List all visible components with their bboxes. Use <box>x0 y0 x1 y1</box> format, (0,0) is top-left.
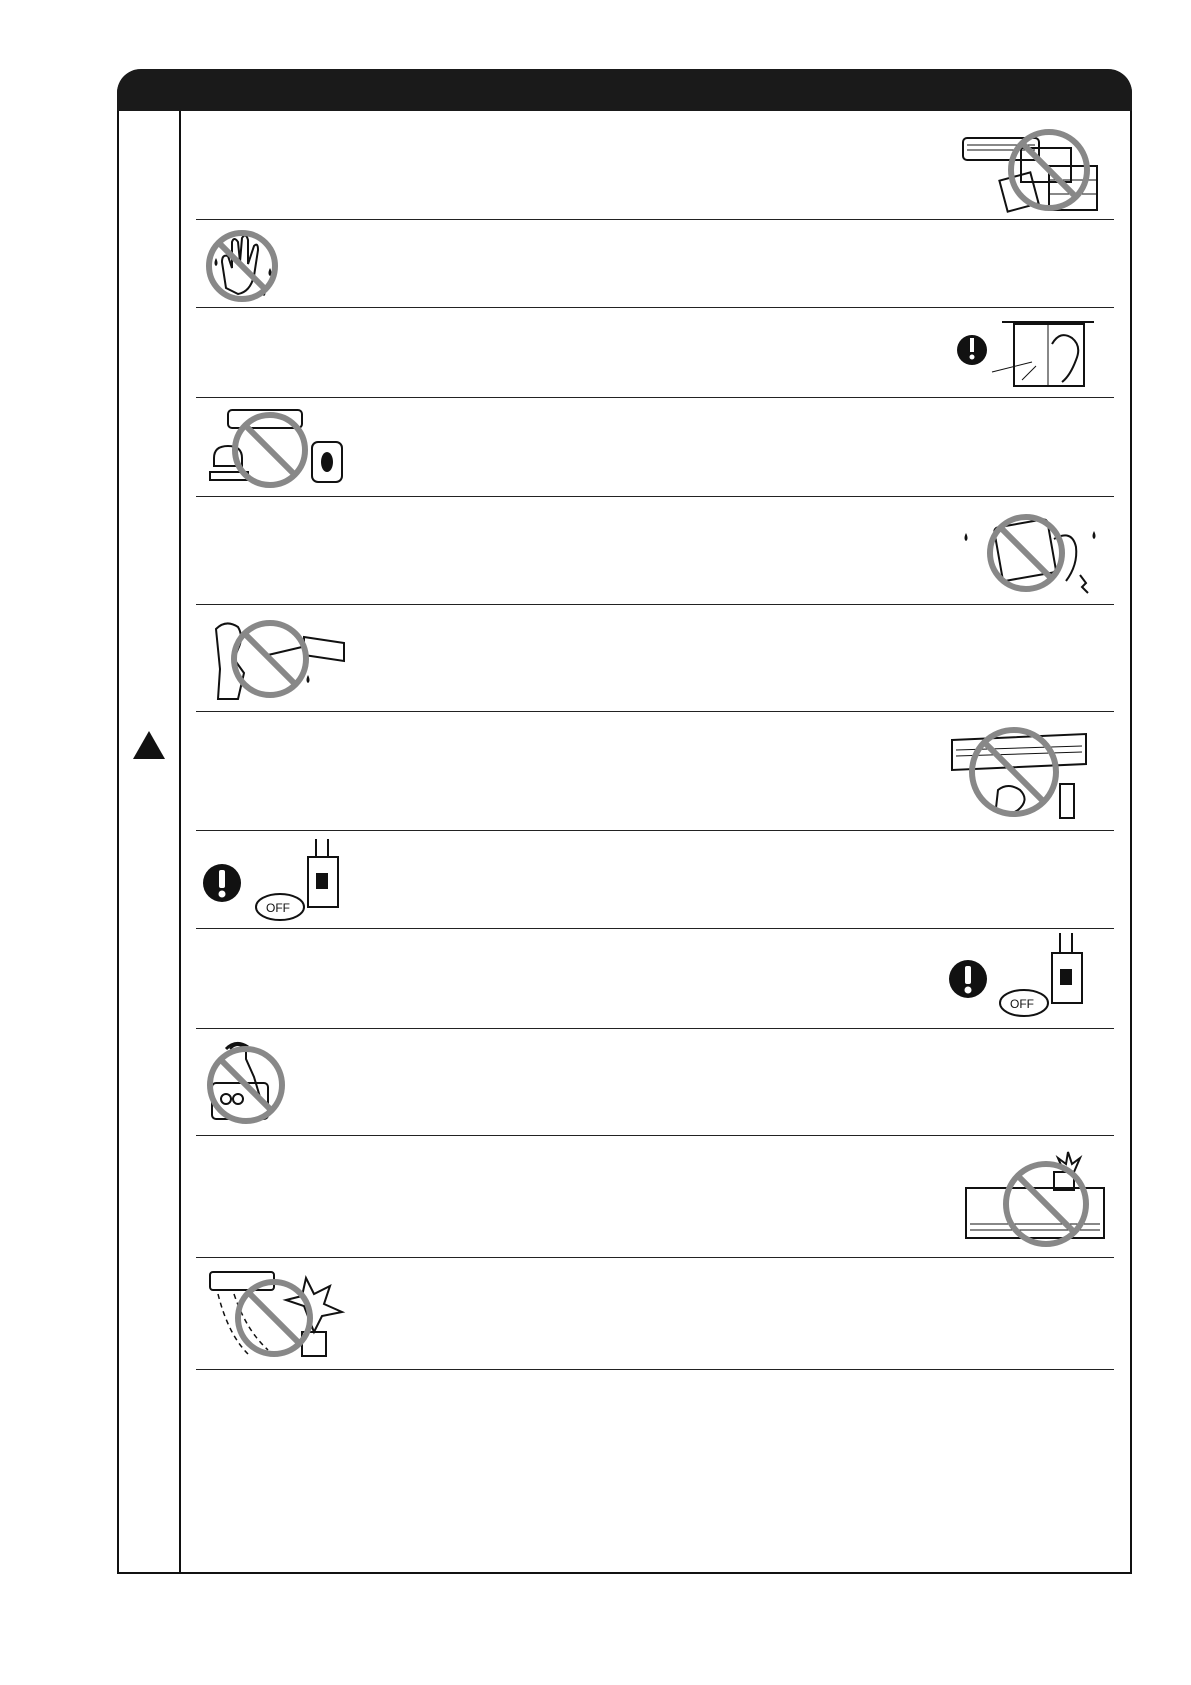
caution-row-12 <box>196 1258 1114 1369</box>
mandatory-action-icon <box>948 959 988 999</box>
svg-text:OFF: OFF <box>1010 997 1034 1011</box>
svg-text:OFF: OFF <box>266 901 290 915</box>
caution-row-10 <box>196 1029 1114 1135</box>
header-bar <box>117 69 1132 111</box>
caution-row-2 <box>196 220 1114 307</box>
mandatory-action-icon <box>202 863 242 903</box>
caution-row-8 <box>196 831 1114 928</box>
row-divider <box>196 1369 1114 1370</box>
switch-off-power-icon <box>252 839 352 925</box>
no-wet-hands-icon <box>204 228 284 304</box>
caution-row-6 <box>196 605 1114 711</box>
no-direct-airflow-on-plants-icon <box>206 1266 356 1364</box>
column-divider <box>179 111 181 1572</box>
no-objects-on-unit-icon <box>960 1144 1108 1250</box>
no-blocking-airflow-icon <box>961 118 1101 216</box>
caution-triangle-icon <box>131 729 167 761</box>
no-water-spray-icon <box>208 615 358 703</box>
caution-row-1 <box>196 112 1114 219</box>
caution-row-7 <box>196 712 1114 830</box>
caution-row-11 <box>196 1136 1114 1257</box>
caution-row-4 <box>196 398 1114 496</box>
no-unit-damage-icon <box>946 505 1106 601</box>
caution-row-9 <box>196 929 1114 1028</box>
caution-row-3 <box>196 308 1114 397</box>
switch-off-breaker-icon <box>996 933 1096 1023</box>
no-heat-source-icon <box>206 406 356 490</box>
no-climbing-outdoor-unit-icon <box>204 1039 290 1129</box>
ventilate-room-icon <box>952 314 1102 394</box>
no-flammable-spray-icon <box>948 720 1104 824</box>
caution-row-5 <box>196 497 1114 604</box>
